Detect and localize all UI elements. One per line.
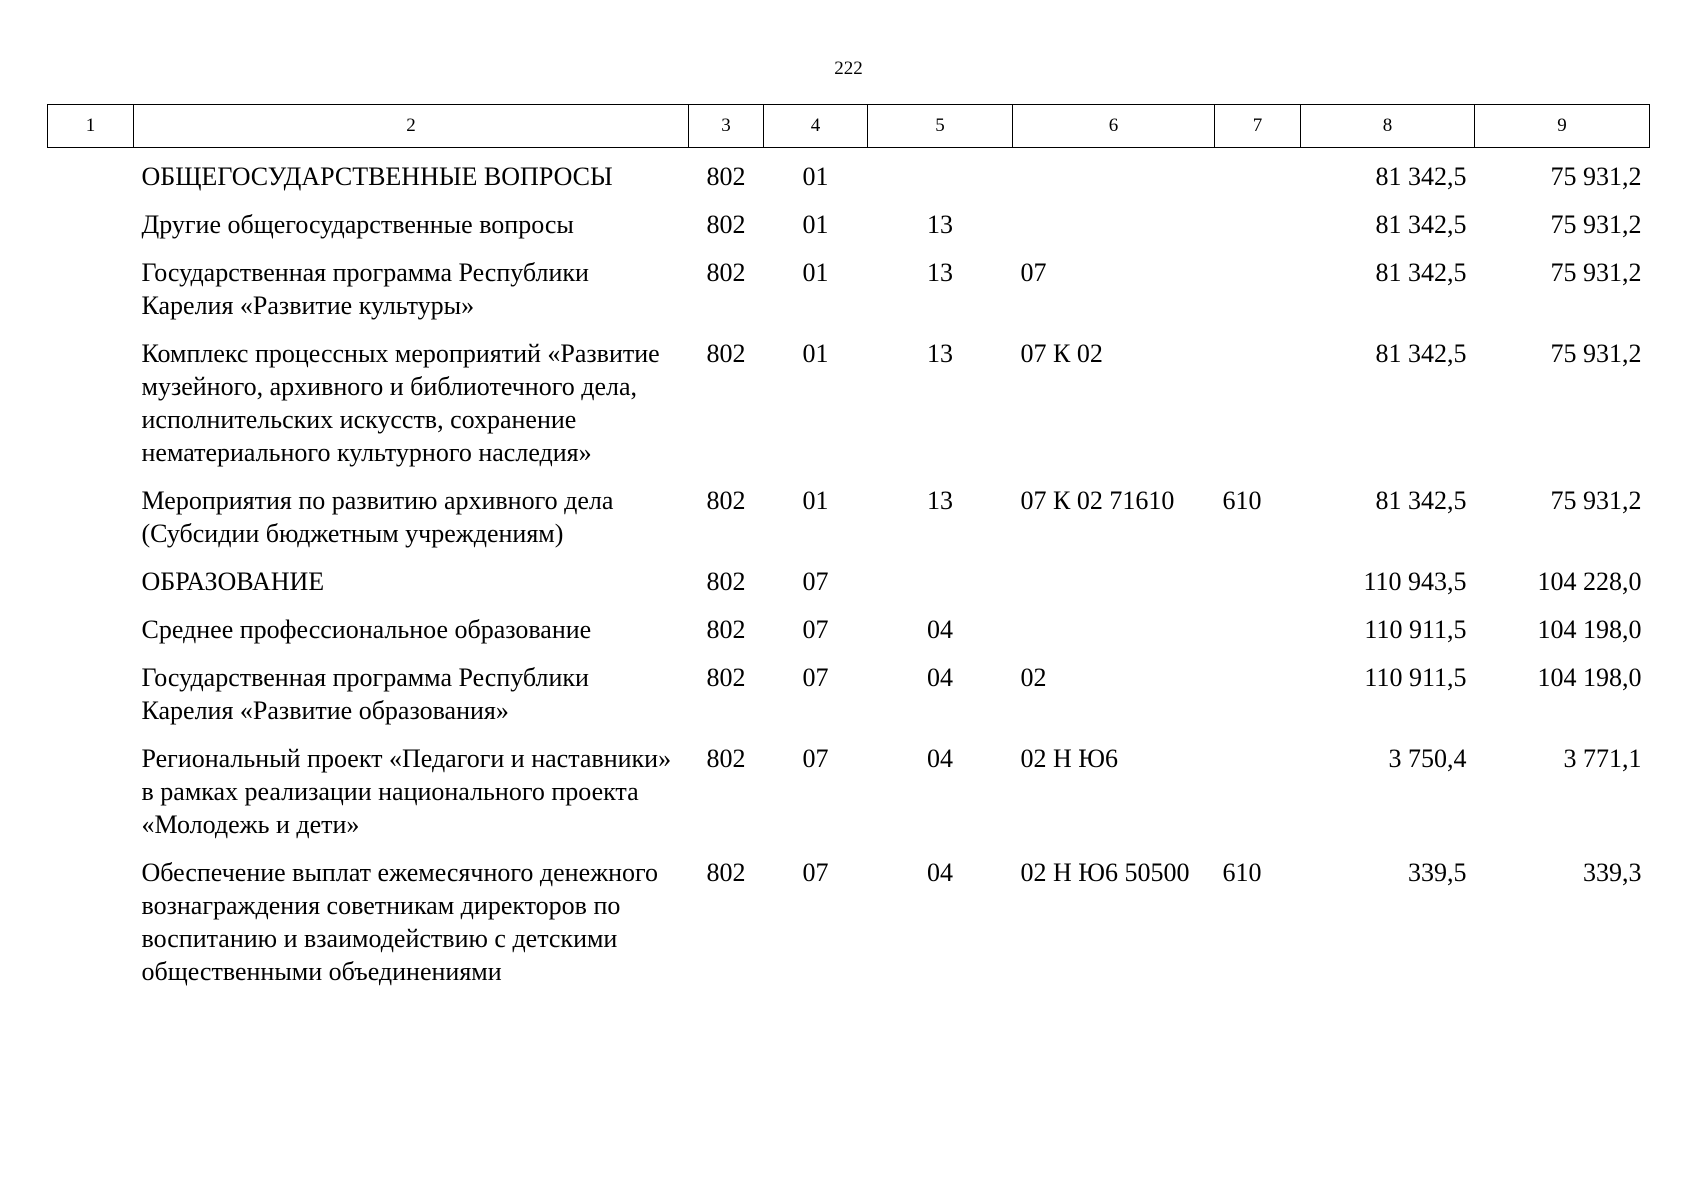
ministry-code-cell: 802: [706, 744, 746, 773]
row-number-cell: [48, 607, 134, 655]
ministry-code-cell: 802: [706, 258, 746, 287]
expense-type-cell: [1215, 148, 1301, 203]
item-name-cell: Другие общегосударственные вопросы: [141, 210, 574, 239]
target-article-cell: 07 К 02: [1020, 339, 1103, 368]
table-row: [48, 250, 1650, 331]
amount-year2-cell: 104 228,0: [1537, 567, 1642, 596]
table-row: [48, 559, 1650, 607]
subsection-cell: 13: [927, 339, 953, 368]
ministry-code-cell: 802: [706, 486, 746, 515]
header-col-9: 9: [1475, 105, 1650, 148]
header-col-3: 3: [689, 105, 764, 148]
ministry-code-cell: 802: [706, 858, 746, 887]
subsection-cell: 13: [927, 210, 953, 239]
header-col-1: 1: [48, 105, 134, 148]
item-name-cell: Государственная программа Республики Карелия «Развитие культуры»: [141, 258, 589, 320]
expense-type-cell: [1215, 607, 1301, 655]
subsection-cell: 04: [927, 744, 953, 773]
budget-table: [47, 104, 1650, 997]
item-name-cell: Государственная программа Республики Карелия «Развитие образования»: [141, 663, 589, 725]
section-cell: 07: [802, 615, 829, 644]
target-article-cell: [1013, 559, 1215, 607]
target-article-cell: 07 К 02 71610: [1020, 486, 1175, 515]
header-col-6: 6: [1013, 105, 1215, 148]
section-cell: 01: [802, 486, 829, 515]
table-row: [48, 202, 1650, 250]
target-article-cell: 02: [1020, 663, 1047, 692]
header-row: [48, 105, 1650, 148]
row-number-cell: [48, 250, 134, 331]
expense-type-cell: [1215, 250, 1301, 331]
amount-year1-cell: 339,5: [1408, 858, 1467, 887]
row-number-cell: [48, 655, 134, 736]
target-article-cell: [1013, 148, 1215, 203]
amount-year2-cell: 75 931,2: [1550, 339, 1642, 368]
target-article-cell: 07: [1020, 258, 1047, 287]
table-header: [48, 105, 1650, 148]
item-name-cell: Обеспечение выплат ежемесячного денежного вознаграждения советникам директоров по воспитанию и взаимодействию с детскими общественными объединениями: [141, 858, 659, 986]
expense-type-cell: [1215, 559, 1301, 607]
item-name-cell: ОБЩЕГОСУДАРСТВЕННЫЕ ВОПРОСЫ: [141, 162, 613, 191]
amount-year2-cell: 75 931,2: [1550, 486, 1642, 515]
subsection-cell: 04: [927, 663, 953, 692]
amount-year2-cell: 3 771,1: [1563, 744, 1642, 773]
table-row: [48, 655, 1650, 736]
amount-year1-cell: 3 750,4: [1388, 744, 1467, 773]
target-article-cell: 02 Н Ю6 50500: [1020, 858, 1190, 887]
expense-type-cell: [1215, 736, 1301, 850]
ministry-code-cell: 802: [706, 567, 746, 596]
amount-year1-cell: 81 342,5: [1375, 486, 1467, 515]
ministry-code-cell: 802: [706, 339, 746, 368]
subsection-cell: 04: [927, 615, 953, 644]
ministry-code-cell: 802: [706, 663, 746, 692]
amount-year1-cell: 110 911,5: [1364, 663, 1467, 692]
item-name-cell: Мероприятия по развитию архивного дела (Субсидии бюджетным учреждениям): [141, 486, 614, 548]
amount-year1-cell: 110 911,5: [1364, 615, 1467, 644]
section-cell: 01: [802, 162, 829, 191]
expense-type-cell: [1215, 331, 1301, 478]
row-number-cell: [48, 148, 134, 203]
row-number-cell: [48, 478, 134, 559]
amount-year1-cell: 110 943,5: [1363, 567, 1467, 596]
section-cell: 07: [802, 663, 829, 692]
amount-year2-cell: 75 931,2: [1550, 162, 1642, 191]
row-number-cell: [48, 736, 134, 850]
subsection-cell: 13: [927, 486, 953, 515]
section-cell: 01: [802, 339, 829, 368]
expense-type-cell: 610: [1222, 858, 1262, 887]
row-number-cell: [48, 559, 134, 607]
target-article-cell: [1013, 202, 1215, 250]
item-name-cell: ОБРАЗОВАНИЕ: [141, 567, 325, 596]
table-row: [48, 736, 1650, 850]
ministry-code-cell: 802: [706, 162, 746, 191]
subsection-cell: 13: [927, 258, 953, 287]
ministry-code-cell: 802: [706, 210, 746, 239]
amount-year2-cell: 104 198,0: [1537, 663, 1642, 692]
amount-year2-cell: 75 931,2: [1550, 210, 1642, 239]
section-cell: 07: [802, 744, 829, 773]
row-number-cell: [48, 331, 134, 478]
item-name-cell: Региональный проект «Педагоги и наставники» в рамках реализации национального проекта «Молодежь и дети»: [141, 744, 672, 839]
section-cell: 07: [802, 858, 829, 887]
amount-year1-cell: 81 342,5: [1375, 258, 1467, 287]
item-name-cell: Комплекс процессных мероприятий «Развитие музейного, архивного и библиотечного дела, исполнительских искусств, сохранение нематериального культурного наследия»: [141, 339, 660, 467]
header-col-2: 2: [134, 105, 689, 148]
target-article-cell: 02 Н Ю6: [1020, 744, 1118, 773]
table-row: [48, 331, 1650, 478]
amount-year1-cell: 81 342,5: [1375, 162, 1467, 191]
row-number-cell: [48, 202, 134, 250]
target-article-cell: [1013, 607, 1215, 655]
table-row: [48, 148, 1650, 203]
subsection-cell: [868, 559, 1013, 607]
section-cell: 01: [802, 210, 829, 239]
expense-type-cell: [1215, 655, 1301, 736]
subsection-cell: [868, 148, 1013, 203]
row-number-cell: [48, 850, 134, 997]
table-row: [48, 850, 1650, 997]
header-col-5: 5: [868, 105, 1013, 148]
table-body: [48, 148, 1650, 998]
expense-type-cell: [1215, 202, 1301, 250]
page-number: 222: [834, 58, 863, 79]
amount-year1-cell: 81 342,5: [1375, 210, 1467, 239]
table-row: [48, 607, 1650, 655]
table-row: [48, 478, 1650, 559]
subsection-cell: 04: [927, 858, 953, 887]
ministry-code-cell: 802: [706, 615, 746, 644]
header-col-4: 4: [764, 105, 868, 148]
header-col-8: 8: [1301, 105, 1475, 148]
section-cell: 01: [802, 258, 829, 287]
header-col-7: 7: [1215, 105, 1301, 148]
amount-year2-cell: 339,3: [1583, 858, 1642, 887]
amount-year2-cell: 104 198,0: [1537, 615, 1642, 644]
expense-type-cell: 610: [1222, 486, 1262, 515]
amount-year1-cell: 81 342,5: [1375, 339, 1467, 368]
item-name-cell: Среднее профессиональное образование: [141, 615, 592, 644]
section-cell: 07: [802, 567, 829, 596]
amount-year2-cell: 75 931,2: [1550, 258, 1642, 287]
